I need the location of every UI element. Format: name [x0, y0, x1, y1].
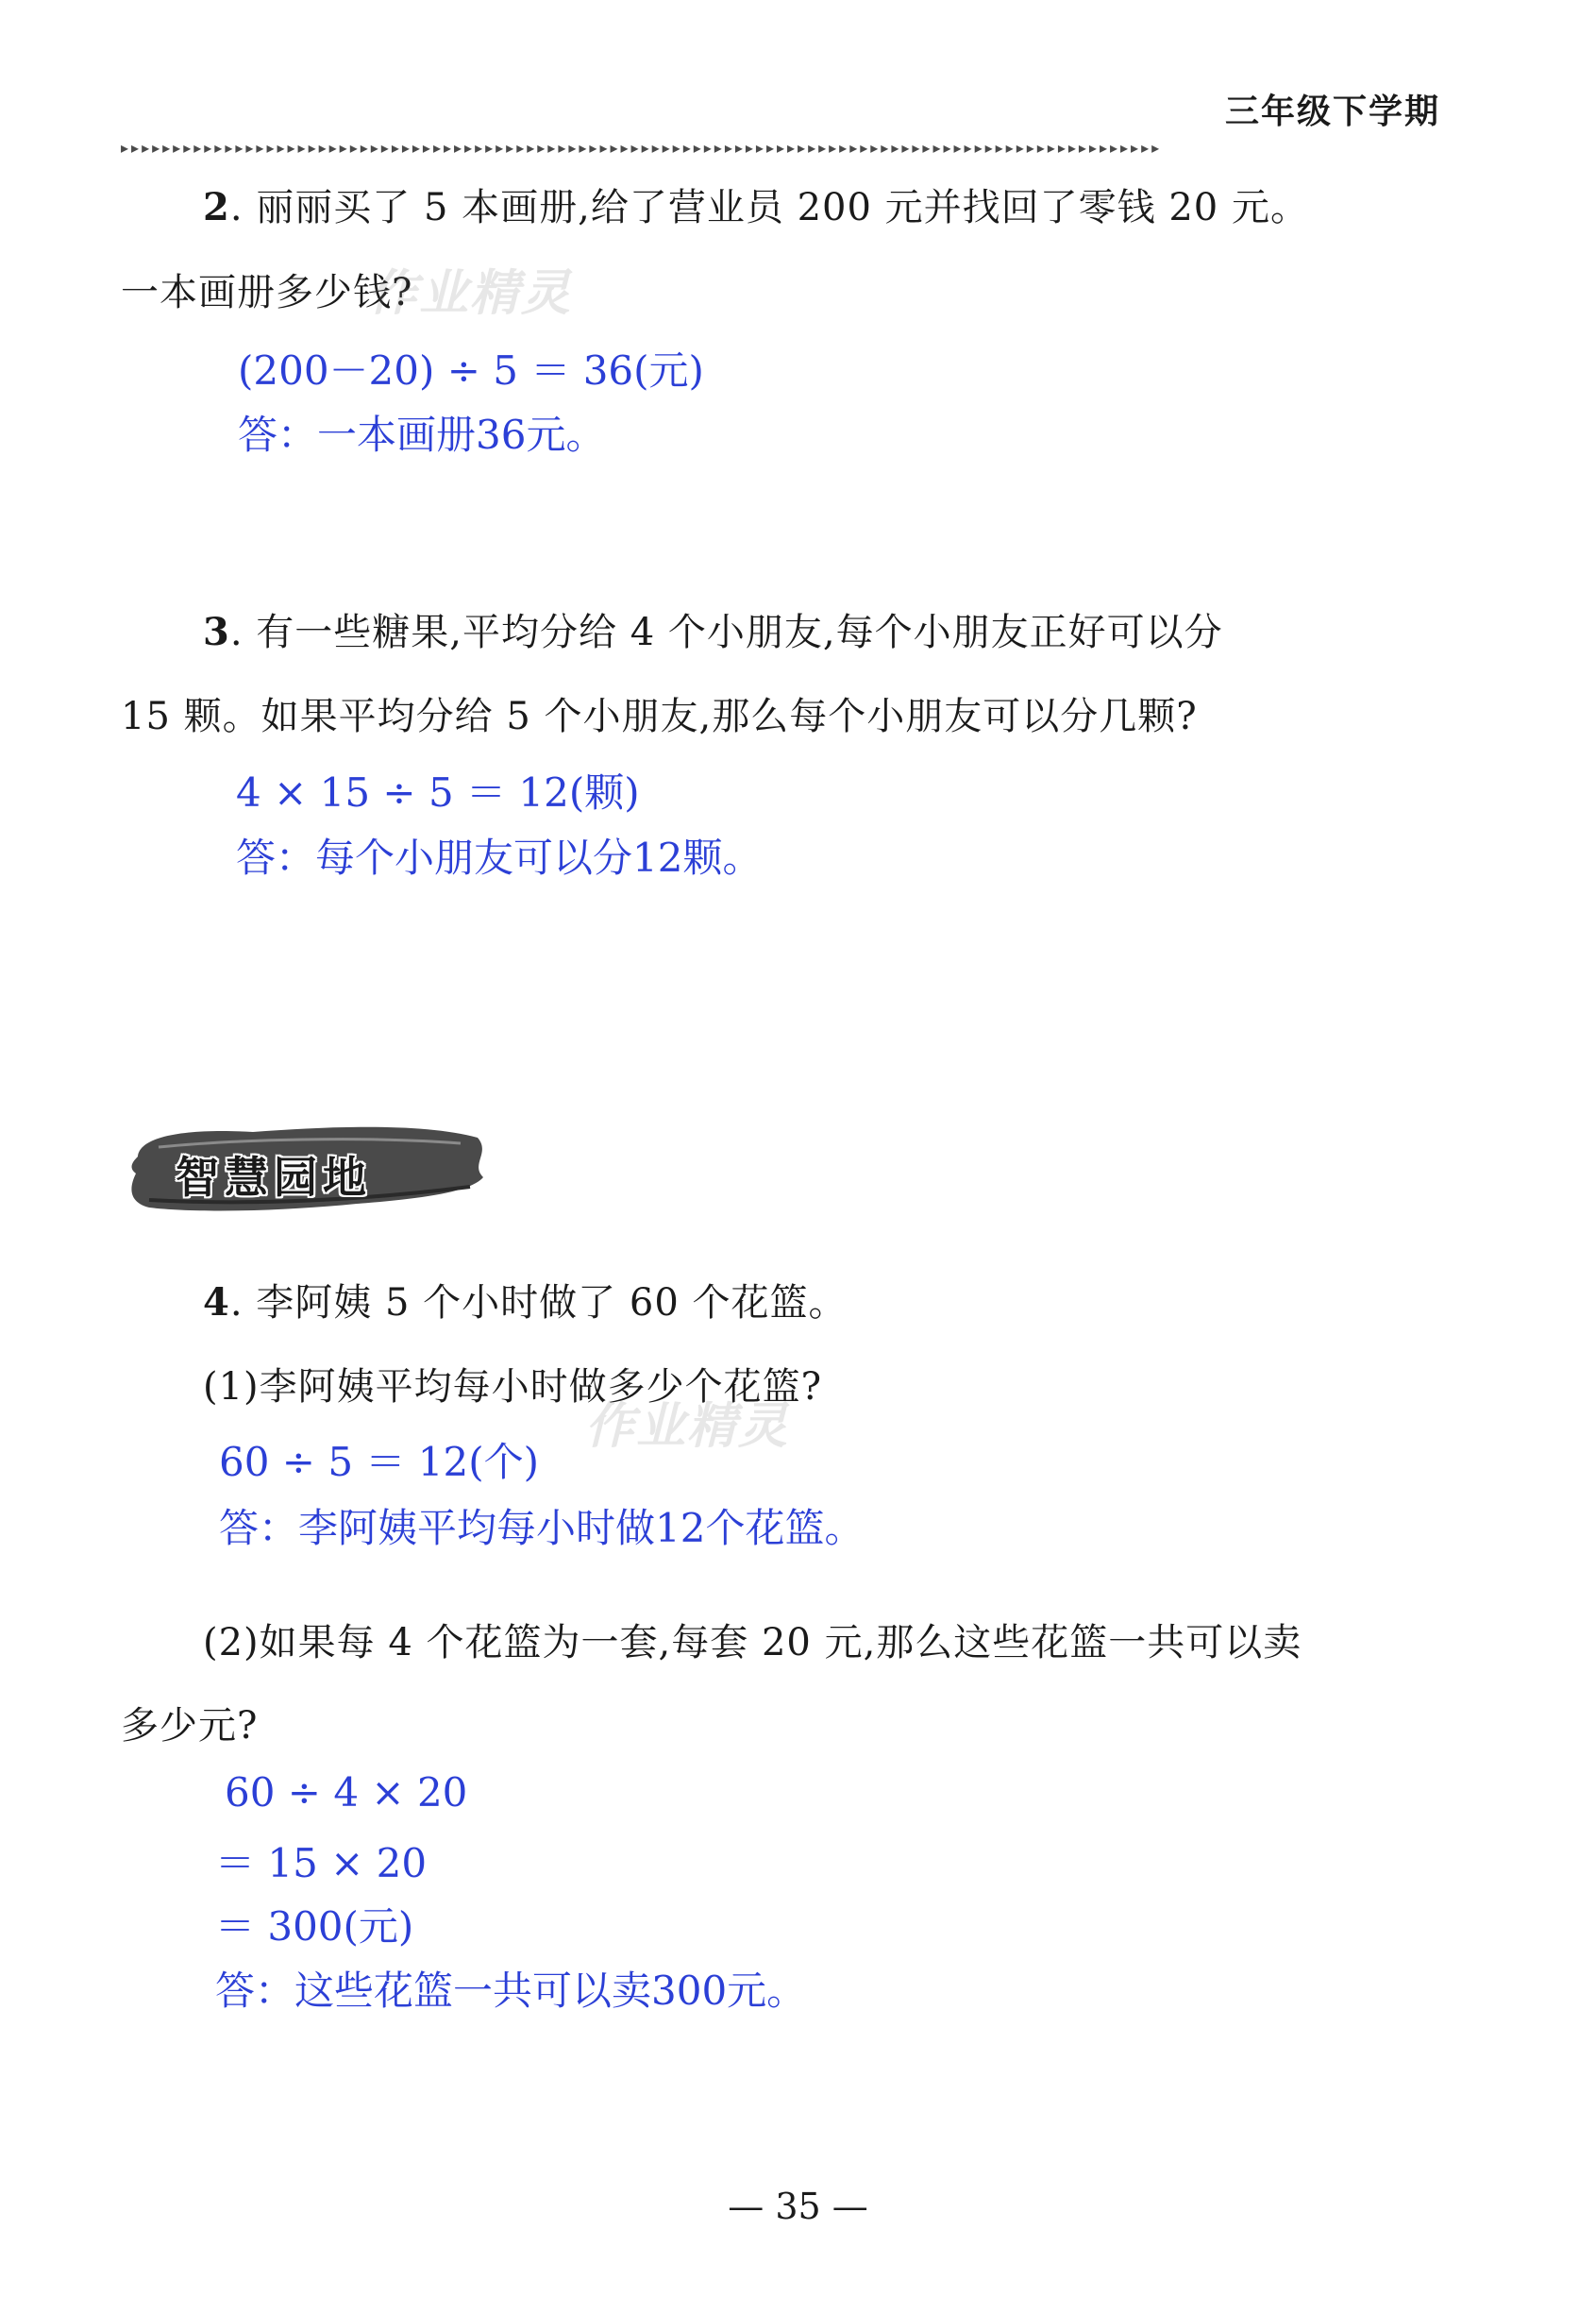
answer-line: ＝ 300(元)	[215, 1903, 414, 1950]
answer-line: 答：李阿姨平均每小时做12个花篮。	[219, 1505, 865, 1551]
answer-line: 答：一本画册36元。	[238, 412, 606, 458]
question-4-part-2-line-1: (2)如果每 4 个花篮为一套,每套 20 元,那么这些花篮一共可以卖	[203, 1621, 1302, 1664]
header-title: 三年级下学期	[1224, 92, 1440, 131]
question-number: 3	[203, 610, 230, 654]
question-4-stem	[203, 1273, 847, 1326]
answer-line: 60 ÷ 4 × 20	[225, 1769, 468, 1816]
question-3-line-1	[203, 602, 1223, 656]
watermark: 作业精灵	[585, 1398, 790, 1455]
question-text: . 有一些糖果,平均分给 4 个小朋友,每个小朋友正好可以分	[229, 611, 1223, 654]
question-3-line-2: 15 颗。如果平均分给 5 个小朋友,那么每个小朋友可以分几颗?	[121, 695, 1198, 738]
question-4-part-1: (1)李阿姨平均每小时做多少个花篮?	[203, 1365, 823, 1409]
section-banner	[121, 1119, 489, 1223]
answer-line: 答：这些花篮一共可以卖300元。	[215, 1968, 807, 2014]
answer-line: ＝ 15 × 20	[215, 1840, 428, 1886]
question-2-line-2: 一本画册多少钱?	[121, 271, 413, 314]
answer-line: 4 × 15 ÷ 5 ＝ 12(颗)	[236, 769, 640, 816]
section-title: 智慧园地	[176, 1152, 372, 1203]
watermark: 作业精灵	[368, 265, 573, 322]
question-number: 2	[203, 185, 230, 229]
question-number: 4	[203, 1280, 230, 1325]
question-text: . 丽丽买了 5 本画册,给了营业员 200 元并找回了零钱 20 元。	[229, 186, 1309, 229]
answer-line: 60 ÷ 5 ＝ 12(个)	[219, 1439, 539, 1485]
page-number: — 35 —	[728, 2186, 868, 2227]
question-2-line-1	[203, 177, 1309, 231]
question-text: . 李阿姨 5 个小时做了 60 个花篮。	[229, 1281, 848, 1325]
answer-line: 答：每个小朋友可以分12颗。	[236, 835, 763, 881]
answer-line: (200－20) ÷ 5 ＝ 36(元)	[238, 347, 704, 394]
question-4-part-2-line-2: 多少元?	[121, 1704, 259, 1748]
header-arrow-rule: ▸▸▸▸▸▸▸▸▸▸▸▸▸▸▸▸▸▸▸▸▸▸▸▸▸▸▸▸▸▸▸▸▸▸▸▸▸▸▸▸▸▸▸▸▸▸▸▸▸▸▸▸▸▸▸▸▸▸▸▸▸▸▸▸▸▸▸▸▸▸▸▸▸▸▸▸▸▸▸▸▸▸▸▸▸▸▸▸▸▸▸▸▸▸▸▸▸▸▸▸	[121, 139, 1163, 157]
